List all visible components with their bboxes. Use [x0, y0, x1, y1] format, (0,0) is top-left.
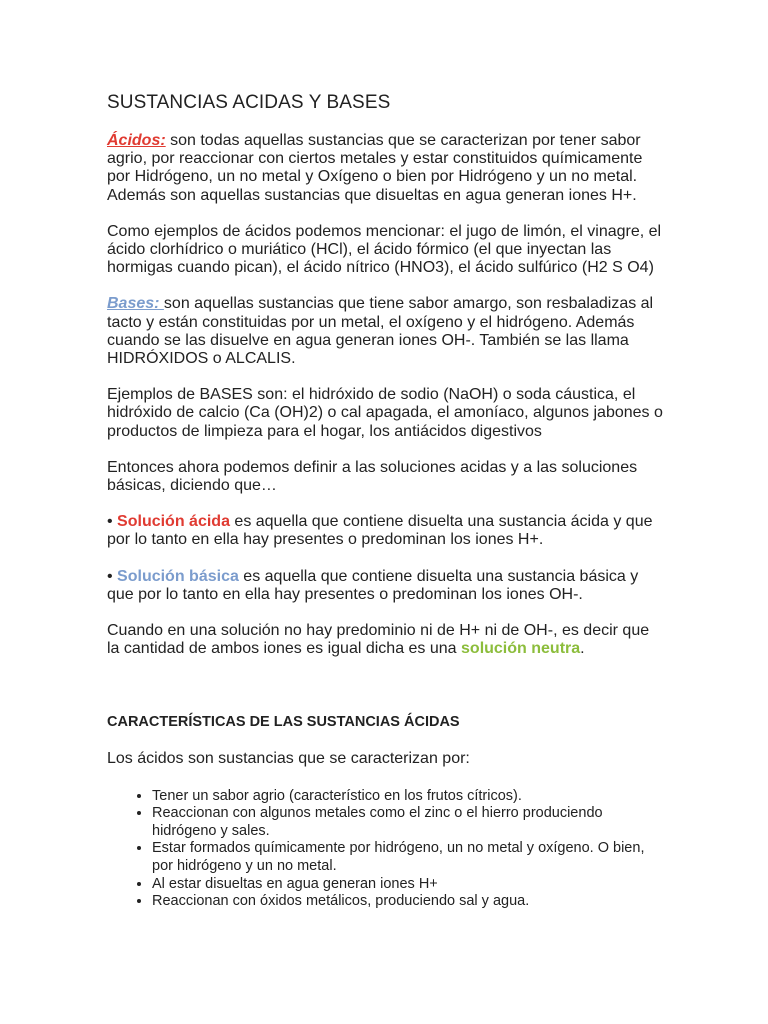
- characteristics-heading: CARACTERÍSTICAS DE LAS SUSTANCIAS ÁCIDAS: [107, 714, 460, 731]
- basic-solution-term: Solución básica: [117, 567, 239, 585]
- acids-definition: son todas aquellas sustancias que se caracterizan por tener sabor agrio, por reaccionar con ciertos metales y estar constituidos químicamente por Hidrógeno, un no metal y Oxígeno o bien por Hidrógeno y un no metal. Además son aquellas sustancias que disueltas en agua generan iones H+.: [107, 132, 643, 204]
- bases-definition: son aquellas sustancias que tiene sabor amargo, son resbaladizas al tacto y están constituidas por un metal, el oxígeno y el hidrógeno. Además cuando se las disuelve en agua generan iones OH-. También se las llama HIDRÓXIDOS o ALCALIS.: [107, 295, 654, 368]
- neutral-solution-paragraph: [107, 622, 663, 658]
- list-item: • Estar formados químicamente por hidrógeno, un no metal y oxígeno. O bien, por hidrógeno y un no metal.: [152, 840, 663, 875]
- page-title: SUSTANCIAS ACIDAS Y BASES: [107, 92, 391, 113]
- neutral-solution-text: Cuando en una solución no hay predominio ni de H+ ni de OH-, es decir que la cantidad de ambos iones es igual dicha es una: [107, 622, 650, 658]
- list-item: • Al estar disueltas en agua generan iones H+: [152, 876, 663, 894]
- document-page: [107, 92, 663, 911]
- acid-solution-definition: es aquella que contiene disuelta una sustancia ácida y que por lo tanto en ella hay presentes o predominan los iones H+.: [107, 513, 653, 549]
- bases-paragraph: [107, 295, 663, 368]
- bullet: •: [107, 513, 118, 531]
- acid-solution-paragraph: [107, 513, 663, 549]
- bases-lead-term: Bases:: [107, 295, 164, 313]
- neutral-solution-end: .: [580, 640, 585, 658]
- acids-lead-term: Ácidos:: [107, 132, 166, 149]
- list-item: • Reaccionan con óxidos metálicos, produciendo sal y agua.: [152, 893, 663, 911]
- acid-solution-term: Solución ácida: [117, 513, 230, 531]
- bullet: •: [107, 567, 118, 585]
- characteristics-intro: Los ácidos son sustancias que se caracterizan por:: [107, 750, 470, 768]
- characteristics-list: [107, 788, 663, 911]
- base-examples-paragraph: Ejemplos de BASES son: el hidróxido de sodio (NaOH) o soda cáustica, el hidróxido de calcio (Ca (OH)2) o cal apagada, el amoníaco, algunos jabones o productos de limpieza para el hogar, los antiácidos digestivos: [107, 386, 663, 440]
- definition-intro-paragraph: Entonces ahora podemos definir a las soluciones acidas y a las soluciones básicas, diciendo que…: [107, 458, 638, 495]
- neutral-solution-term: solución neutra: [461, 640, 581, 658]
- list-item: • Reaccionan con algunos metales como el zinc o el hierro produciendo hidrógeno y sales.: [152, 805, 663, 840]
- acids-paragraph: [107, 132, 663, 205]
- list-item: • Tener un sabor agrio (característico en los frutos cítricos).: [152, 788, 663, 806]
- basic-solution-paragraph: [107, 568, 663, 604]
- acid-examples-paragraph: Como ejemplos de ácidos podemos mencionar: el jugo de limón, el vinagre, el ácido clorhídrico o muriático (HCl), el ácido fórmico (el que inyectan las hormigas cuando pican), el ácido nítrico (HNO3), el ácido sulfúrico (H2 S O4): [107, 222, 662, 277]
- basic-solution-definition: es aquella que contiene disuelta una sustancia básica y que por lo tanto en ella hay presentes o predominan los iones OH-.: [107, 567, 639, 603]
